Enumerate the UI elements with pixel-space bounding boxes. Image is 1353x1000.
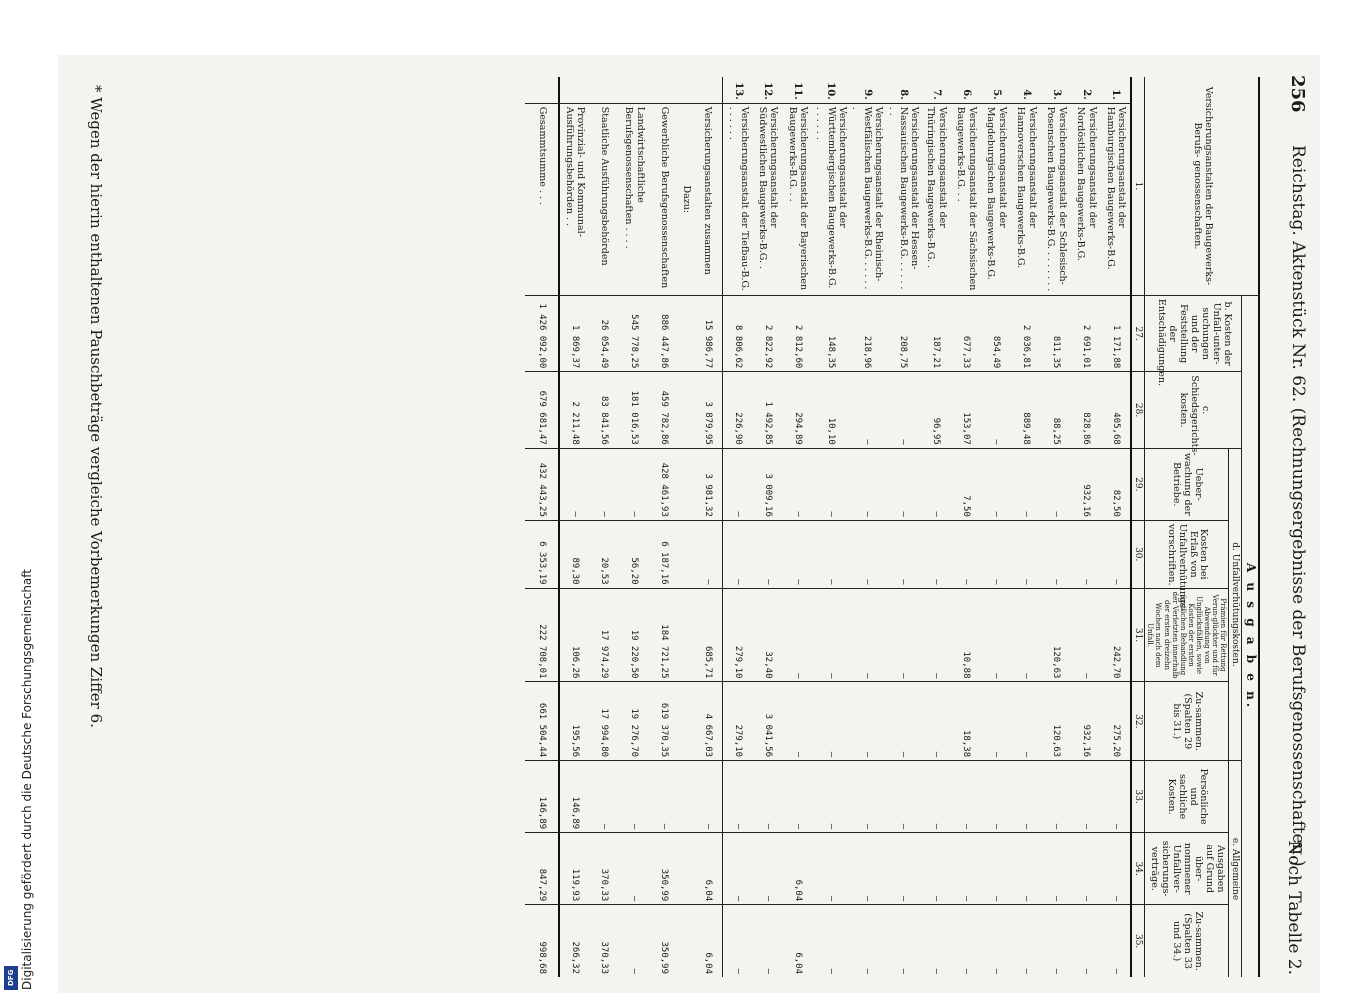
row-label: Landwirtschaftliche Berufsgenossenschaften . . . . bbox=[619, 103, 649, 295]
cell-col-27: 545 778,25 bbox=[619, 295, 649, 371]
cell-col-33: — bbox=[885, 761, 921, 833]
row-label: Versicherungsanstalt der Rheinisch-Westfälischen Baugewerks-B.G. . . . . . . bbox=[849, 103, 885, 295]
row-number: 2. bbox=[1080, 89, 1092, 100]
cell-col-34: — bbox=[1101, 833, 1131, 905]
col-number-28: 28. bbox=[1131, 372, 1145, 448]
cell-col-30: — bbox=[813, 520, 849, 588]
row-number bbox=[693, 77, 723, 103]
spacer-cell bbox=[679, 905, 692, 977]
cell-col-35: — bbox=[885, 905, 921, 977]
cell-col-35: — bbox=[1101, 905, 1131, 977]
cell-col-34: — bbox=[1071, 833, 1101, 905]
header-col-35: Zu-sammen. (Spalten 33 und 34.) bbox=[1145, 905, 1228, 977]
row-label: Versicherungsanstalt der Sächsischen Baugewerks-B.G. . . bbox=[951, 103, 981, 295]
table-row bbox=[885, 77, 921, 977]
cell-col-32: 932,16 bbox=[1071, 682, 1101, 761]
cell-col-33: 146,89 bbox=[559, 761, 589, 833]
cell-col-29: — bbox=[813, 448, 849, 520]
row-label: Staatliche Ausführungsbehörden bbox=[589, 103, 619, 295]
cell-col-30: — bbox=[981, 520, 1011, 588]
cell-col-35: — bbox=[951, 905, 981, 977]
table-row bbox=[1011, 77, 1041, 977]
table-row bbox=[693, 77, 723, 977]
cell-col-31: — bbox=[885, 588, 921, 682]
table-row bbox=[589, 77, 619, 977]
cell-col-35: 998,68 bbox=[525, 905, 559, 977]
cell-col-30: — bbox=[885, 520, 921, 588]
cell-col-27: 148,35 bbox=[813, 295, 849, 371]
table-row bbox=[849, 77, 885, 977]
cell-col-31: 17 974,29 bbox=[589, 588, 619, 682]
spacer-cell bbox=[679, 295, 692, 371]
cell-col-29: — bbox=[559, 448, 589, 520]
cell-col-27: 2 691,01 bbox=[1071, 295, 1101, 371]
cell-col-35: — bbox=[1011, 905, 1041, 977]
cell-col-28: 459 782,86 bbox=[649, 372, 679, 448]
table-row bbox=[1071, 77, 1101, 977]
row-label: Versicherungsanstalt der Thüringischen Baugewerks-B.G. . bbox=[921, 103, 951, 295]
dfg-logo: DFG bbox=[4, 966, 18, 990]
row-label: Versicherungsanstalt der Bayerischen Baugewerks-B.G. . . bbox=[783, 103, 813, 295]
cell-col-34: — bbox=[921, 833, 951, 905]
rotated-page-content bbox=[58, 55, 1320, 993]
cell-col-32: 195,56 bbox=[559, 682, 589, 761]
cell-col-32: 120,63 bbox=[1041, 682, 1071, 761]
cell-col-34: 6,04 bbox=[783, 833, 813, 905]
cell-col-28: 2 211,48 bbox=[559, 372, 589, 448]
cell-col-28: 3 879,95 bbox=[693, 372, 723, 448]
cell-col-31: — bbox=[921, 588, 951, 682]
cell-col-29: — bbox=[849, 448, 885, 520]
header-col-30: Kosten bei Erlaß von Unfallverhütungs-vorschriften. bbox=[1145, 520, 1228, 588]
cell-col-34: 350,99 bbox=[649, 833, 679, 905]
cell-col-28: 83 841,56 bbox=[589, 372, 619, 448]
spacer-cell bbox=[679, 833, 692, 905]
cell-col-33: — bbox=[723, 761, 753, 833]
row-label: Provinzial- und Kommunal-Ausführungsbehörden . . bbox=[559, 103, 589, 295]
row-label: Versicherungsanstalt der Hessen-Nassauischen Baugewerks-B.G. . . . . . . . bbox=[885, 103, 921, 295]
cell-col-27: 854,49 bbox=[981, 295, 1011, 371]
row-number bbox=[525, 77, 559, 103]
cell-col-31: — bbox=[813, 588, 849, 682]
cell-col-32: 619 370,35 bbox=[649, 682, 679, 761]
cell-col-28: — bbox=[981, 372, 1011, 448]
cell-col-35: — bbox=[723, 905, 753, 977]
row-number bbox=[619, 77, 649, 103]
cell-col-31: — bbox=[849, 588, 885, 682]
row-label: Versicherungsanstalt der Württembergischen Baugewerks-B.G. . . . . . . bbox=[813, 103, 849, 295]
cell-col-29: — bbox=[981, 448, 1011, 520]
col-number-1: 1. bbox=[1131, 77, 1145, 295]
col-number-32: 32. bbox=[1131, 682, 1145, 761]
cell-col-35: — bbox=[921, 905, 951, 977]
cell-col-30: 56,20 bbox=[619, 520, 649, 588]
cell-col-32: — bbox=[813, 682, 849, 761]
cell-col-31: 10,88 bbox=[951, 588, 981, 682]
group-accident-prevention: d. Unfallverhütungskosten. bbox=[1228, 448, 1241, 760]
cell-col-35: — bbox=[981, 905, 1011, 977]
table-continuation-label: Noch Tabelle 2. bbox=[1284, 840, 1304, 975]
table-row bbox=[649, 77, 679, 977]
table-row bbox=[1101, 77, 1131, 977]
cell-col-30: — bbox=[783, 520, 813, 588]
row-label: Versicherungsanstalt der Magdeburgischen Baugewerks-B.G. bbox=[981, 103, 1011, 295]
cell-col-33: — bbox=[981, 761, 1011, 833]
cell-col-27: 1 171,88 bbox=[1101, 295, 1131, 371]
cell-col-29: — bbox=[619, 448, 649, 520]
cell-col-28: 226,90 bbox=[723, 372, 753, 448]
cell-col-33: — bbox=[649, 761, 679, 833]
cell-col-31: 222 708,01 bbox=[525, 588, 559, 682]
page-number: 256 bbox=[1287, 75, 1308, 113]
dazu-label: Dazu: bbox=[679, 103, 692, 295]
cell-col-30: — bbox=[723, 520, 753, 588]
cell-col-29: 7,50 bbox=[951, 448, 981, 520]
cell-col-28: 88,25 bbox=[1041, 372, 1071, 448]
cell-col-35: — bbox=[1071, 905, 1101, 977]
cell-col-30: — bbox=[849, 520, 885, 588]
cell-col-32: 279,10 bbox=[723, 682, 753, 761]
cell-col-34: — bbox=[619, 833, 649, 905]
spacer-cell bbox=[679, 588, 692, 682]
header-col-31: Prämien für Rettung Verun-glückter und für Abwendung von Unglücksfällen, sowie Kosten der ersten ärztlichen Behandlung der Verletzten innerhalb der ersten dreizehn Wochen nach dem Unfall. bbox=[1145, 588, 1228, 682]
header-col-29: Ueber-wachung der Betriebe. bbox=[1145, 448, 1228, 520]
cell-col-30: 6 187,16 bbox=[649, 520, 679, 588]
row-number: 6. bbox=[960, 89, 972, 100]
cell-col-32: 3 041,56 bbox=[753, 682, 783, 761]
cell-col-35: — bbox=[1041, 905, 1071, 977]
cell-col-31: — bbox=[783, 588, 813, 682]
spacer-cell bbox=[679, 761, 692, 833]
table-row bbox=[813, 77, 849, 977]
cell-col-30: — bbox=[1011, 520, 1041, 588]
row-number bbox=[559, 77, 589, 103]
cell-col-33: — bbox=[783, 761, 813, 833]
table-row bbox=[559, 77, 589, 977]
cell-col-34: 370,33 bbox=[589, 833, 619, 905]
cell-col-33: — bbox=[1101, 761, 1131, 833]
header-col-27: b. Kosten der Unfall-unter-suchungen und der Feststellung der Entschädigungen. bbox=[1145, 295, 1242, 371]
expenditure-table bbox=[525, 77, 1260, 977]
row-label: Versicherungsanstalt der Tiefbau-B.G. . . . . . . bbox=[723, 103, 753, 295]
page-header bbox=[1272, 75, 1312, 975]
cell-col-30: — bbox=[921, 520, 951, 588]
cell-col-28: 889,48 bbox=[1011, 372, 1041, 448]
page-title: Reichstag. Aktenstück Nr. 62. (Rechnungsergebnisse der Berufsgenossenschaften.) bbox=[1288, 145, 1308, 867]
cell-col-27: 2 812,60 bbox=[783, 295, 813, 371]
col-number-34: 34. bbox=[1131, 833, 1145, 905]
row-number: 3. bbox=[1050, 89, 1062, 100]
cell-col-28: 181 016,53 bbox=[619, 372, 649, 448]
cell-col-35: — bbox=[753, 905, 783, 977]
cell-col-29: — bbox=[1011, 448, 1041, 520]
cell-col-27: 208,75 bbox=[885, 295, 921, 371]
table-row bbox=[951, 77, 981, 977]
table-row bbox=[753, 77, 783, 977]
cell-col-27: 811,35 bbox=[1041, 295, 1071, 371]
cell-col-33: — bbox=[753, 761, 783, 833]
cell-col-29: 3 981,32 bbox=[693, 448, 723, 520]
cell-col-29: 3 009,16 bbox=[753, 448, 783, 520]
cell-col-31: — bbox=[1011, 588, 1041, 682]
row-number: 13. bbox=[732, 82, 744, 100]
cell-col-29: 428 461,93 bbox=[649, 448, 679, 520]
header-col-33: Persönliche und sachliche Kosten. bbox=[1145, 761, 1228, 833]
cell-col-32: 661 504,44 bbox=[525, 682, 559, 761]
cell-col-34: — bbox=[849, 833, 885, 905]
cell-col-27: 26 054,49 bbox=[589, 295, 619, 371]
cell-col-34: 119,93 bbox=[559, 833, 589, 905]
table-body bbox=[525, 77, 1131, 977]
cell-col-30: 6 353,19 bbox=[525, 520, 559, 588]
cell-col-28: 828,86 bbox=[1071, 372, 1101, 448]
row-number: 4. bbox=[1020, 89, 1032, 100]
cell-col-31: 242,70 bbox=[1101, 588, 1131, 682]
row-number: 5. bbox=[990, 89, 1002, 100]
cell-col-34: 847,29 bbox=[525, 833, 559, 905]
cell-col-28: — bbox=[885, 372, 921, 448]
cell-col-30: — bbox=[693, 520, 723, 588]
cell-col-34: — bbox=[1041, 833, 1071, 905]
row-label: Versicherungsanstalt der Südwestlichen Baugewerks-B.G. . bbox=[753, 103, 783, 295]
cell-col-28: 1 492,85 bbox=[753, 372, 783, 448]
row-label: Gesammtsumme . . . bbox=[525, 103, 559, 295]
spacer-cell bbox=[679, 448, 692, 520]
header-institutions: Versicherungsanstalten der Baugewerks-Berufs- genossenschaften. bbox=[1145, 77, 1259, 295]
spacer-cell bbox=[679, 682, 692, 761]
cell-col-30: — bbox=[753, 520, 783, 588]
cell-col-28: 405,68 bbox=[1101, 372, 1131, 448]
col-number-29: 29. bbox=[1131, 448, 1145, 520]
row-label: Versicherungsanstalten zusammen bbox=[693, 103, 723, 295]
cell-col-32: — bbox=[849, 682, 885, 761]
cell-col-31: 184 721,25 bbox=[649, 588, 679, 682]
row-number: 11. bbox=[792, 82, 804, 100]
cell-col-34: — bbox=[723, 833, 753, 905]
row-label: Versicherungsanstalt der Schlesisch-Posenschen Baugewerks-B.G. . . . . . . . bbox=[1041, 103, 1071, 295]
cell-col-30: — bbox=[951, 520, 981, 588]
col-number-33: 33. bbox=[1131, 761, 1145, 833]
row-label: Versicherungsanstalt der Hannoverschen Baugewerks-B.G. bbox=[1011, 103, 1041, 295]
cell-col-34: — bbox=[885, 833, 921, 905]
cell-col-29: — bbox=[783, 448, 813, 520]
cell-col-31: 19 220,50 bbox=[619, 588, 649, 682]
cell-col-30: — bbox=[1101, 520, 1131, 588]
cell-col-27: 15 986,77 bbox=[693, 295, 723, 371]
cell-col-30: 89,30 bbox=[559, 520, 589, 588]
header-col-28: c. Schiedsgerichts-kosten. bbox=[1145, 372, 1242, 448]
table-row bbox=[981, 77, 1011, 977]
cell-col-29: 82,50 bbox=[1101, 448, 1131, 520]
cell-col-27: 677,33 bbox=[951, 295, 981, 371]
cell-col-29: — bbox=[723, 448, 753, 520]
cell-col-28: 10,10 bbox=[813, 372, 849, 448]
cell-col-32: — bbox=[981, 682, 1011, 761]
cell-col-29: 432 443,25 bbox=[525, 448, 559, 520]
col-number-35: 35. bbox=[1131, 905, 1145, 977]
cell-col-28: 153,07 bbox=[951, 372, 981, 448]
cell-col-29: — bbox=[921, 448, 951, 520]
cell-col-32: 275,20 bbox=[1101, 682, 1131, 761]
table-row bbox=[1041, 77, 1071, 977]
table-row bbox=[525, 77, 559, 977]
cell-col-30: 20,53 bbox=[589, 520, 619, 588]
cell-col-32: — bbox=[921, 682, 951, 761]
row-number: 7. bbox=[930, 89, 942, 100]
cell-col-35: 6,04 bbox=[783, 905, 813, 977]
section-title: A u s g a b e n. bbox=[1242, 295, 1259, 977]
row-number: 8. bbox=[897, 89, 909, 100]
cell-col-31: 120,63 bbox=[1041, 588, 1071, 682]
group-general: e. Allgemeine bbox=[1228, 761, 1241, 977]
cell-col-32: 4 667,03 bbox=[693, 682, 723, 761]
cell-col-33: — bbox=[693, 761, 723, 833]
row-label: Gewerbliche Berufsgenossenschaften bbox=[649, 103, 679, 295]
cell-col-32: 17 994,80 bbox=[589, 682, 619, 761]
cell-col-33: — bbox=[951, 761, 981, 833]
cell-col-33: — bbox=[619, 761, 649, 833]
row-label: Versicherungsanstalt der Nordöstlichen Baugewerks-B.G. bbox=[1071, 103, 1101, 295]
cell-col-33: — bbox=[1071, 761, 1101, 833]
footnote: * Wegen der hierin enthaltenen Pauschbeträge vergleiche Vorbemerkungen Ziffer 6. bbox=[87, 85, 105, 728]
header-col-32: Zu-sammen. (Spalten 29 bis 31.) bbox=[1145, 682, 1228, 761]
row-number: 1. bbox=[1110, 89, 1122, 100]
cell-col-35: 350,99 bbox=[649, 905, 679, 977]
table-row bbox=[679, 77, 692, 977]
table-row bbox=[619, 77, 649, 977]
cell-col-34: 6,04 bbox=[693, 833, 723, 905]
cell-col-33: — bbox=[813, 761, 849, 833]
cell-col-29: — bbox=[589, 448, 619, 520]
cell-col-33: — bbox=[849, 761, 885, 833]
cell-col-33: — bbox=[1041, 761, 1071, 833]
cell-col-34: — bbox=[753, 833, 783, 905]
cell-col-27: 1 426 092,00 bbox=[525, 295, 559, 371]
cell-col-31: 106,26 bbox=[559, 588, 589, 682]
digitization-note: Digitalisierung gefördert durch die Deutsche Forschungsgemeinschaft bbox=[20, 568, 34, 990]
col-number-27: 27. bbox=[1131, 295, 1145, 371]
cell-col-32: 19 276,70 bbox=[619, 682, 649, 761]
cell-col-31: — bbox=[981, 588, 1011, 682]
cell-col-32: — bbox=[1011, 682, 1041, 761]
cell-col-27: 218,96 bbox=[849, 295, 885, 371]
row-number bbox=[649, 77, 679, 103]
table-row bbox=[921, 77, 951, 977]
cell-col-27: 8 806,62 bbox=[723, 295, 753, 371]
col-number-31: 31. bbox=[1131, 588, 1145, 682]
cell-col-35: 266,32 bbox=[559, 905, 589, 977]
row-number: 10. bbox=[825, 82, 837, 100]
cell-col-27: 2 036,81 bbox=[1011, 295, 1041, 371]
header-col-34: Ausgaben auf Grund über-nommener Unfallver-sicherungs-verträge. bbox=[1145, 833, 1228, 905]
cell-col-27: 886 447,86 bbox=[649, 295, 679, 371]
cell-col-32: — bbox=[783, 682, 813, 761]
cell-col-31: 32,40 bbox=[753, 588, 783, 682]
cell-col-33: — bbox=[1011, 761, 1041, 833]
cell-col-34: — bbox=[951, 833, 981, 905]
cell-col-28: 679 681,47 bbox=[525, 372, 559, 448]
cell-col-35: 6,04 bbox=[693, 905, 723, 977]
cell-col-27: 2 822,92 bbox=[753, 295, 783, 371]
cell-col-34: — bbox=[981, 833, 1011, 905]
cell-col-28: — bbox=[849, 372, 885, 448]
col-number-30: 30. bbox=[1131, 520, 1145, 588]
row-label: Versicherungsanstalt der Hamburgischen Baugewerks-B.G. bbox=[1101, 103, 1131, 295]
cell-col-32: 18,38 bbox=[951, 682, 981, 761]
cell-col-35: — bbox=[619, 905, 649, 977]
cell-col-33: 146,89 bbox=[525, 761, 559, 833]
row-number: 9. bbox=[861, 89, 873, 100]
cell-col-27: 187,21 bbox=[921, 295, 951, 371]
spacer-cell bbox=[679, 372, 692, 448]
cell-col-35: — bbox=[849, 905, 885, 977]
cell-col-33: — bbox=[589, 761, 619, 833]
cell-col-32: — bbox=[885, 682, 921, 761]
cell-col-35: 370,33 bbox=[589, 905, 619, 977]
cell-col-31: 685,71 bbox=[693, 588, 723, 682]
cell-col-33: — bbox=[921, 761, 951, 833]
cell-col-34: — bbox=[1011, 833, 1041, 905]
row-number: 12. bbox=[762, 82, 774, 100]
cell-col-31: 279,10 bbox=[723, 588, 753, 682]
table-row bbox=[783, 77, 813, 977]
cell-col-35: — bbox=[813, 905, 849, 977]
spacer-cell bbox=[679, 520, 692, 588]
scanned-page bbox=[58, 55, 1320, 993]
cell-col-28: 96,95 bbox=[921, 372, 951, 448]
cell-col-34: — bbox=[813, 833, 849, 905]
cell-col-30: — bbox=[1041, 520, 1071, 588]
cell-col-30: — bbox=[1071, 520, 1101, 588]
table-row bbox=[723, 77, 753, 977]
cell-col-29: 932,16 bbox=[1071, 448, 1101, 520]
row-number bbox=[589, 77, 619, 103]
cell-col-31: — bbox=[1071, 588, 1101, 682]
cell-col-27: 1 869,37 bbox=[559, 295, 589, 371]
row-number bbox=[679, 77, 692, 103]
cell-col-29: — bbox=[1041, 448, 1071, 520]
cell-col-29: — bbox=[885, 448, 921, 520]
cell-col-28: 294,89 bbox=[783, 372, 813, 448]
